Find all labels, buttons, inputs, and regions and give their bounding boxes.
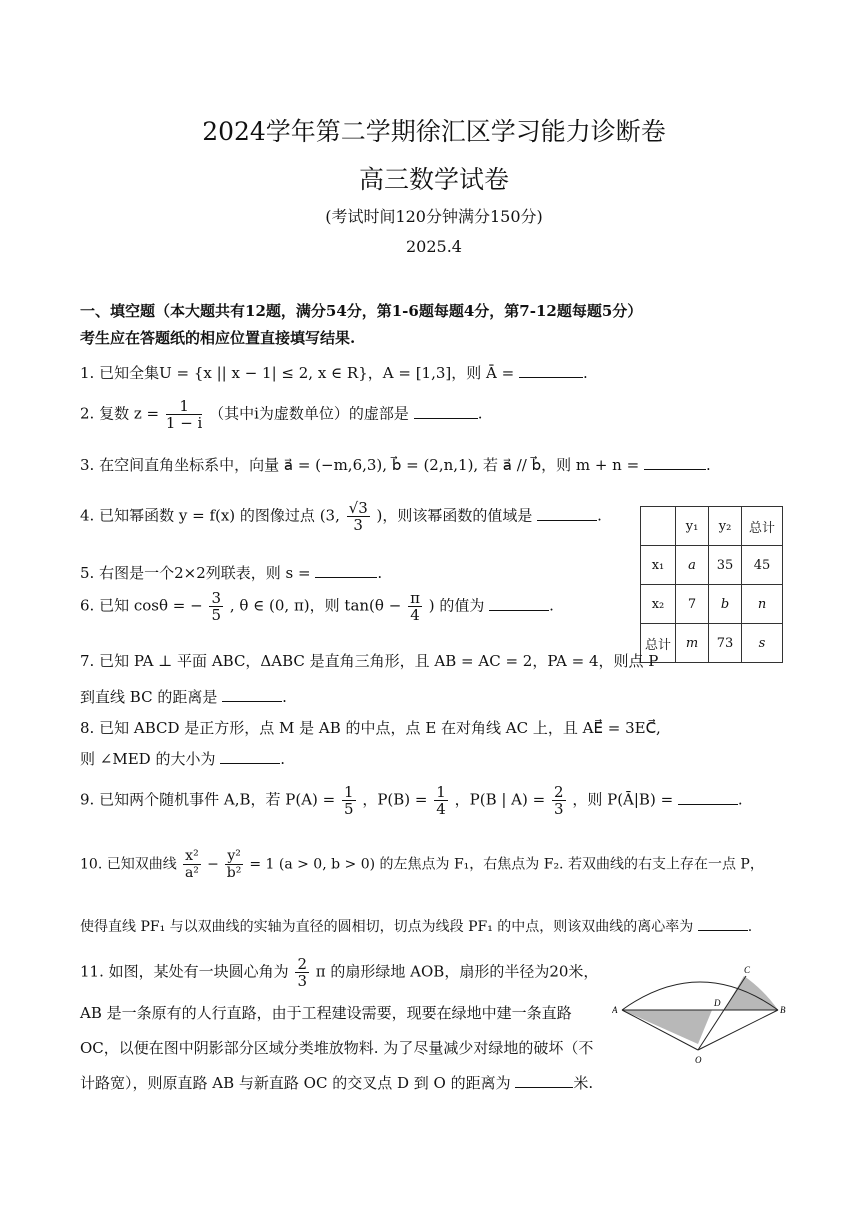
- fraction: $\frac{\pi}{4}$: [410, 589, 420, 624]
- question-11-line4: 计路宽），则原直路 AB 与新直路 OC 的交叉点 D 到 O 的距离为 米.: [80, 1074, 594, 1092]
- label-a: A: [612, 1005, 618, 1015]
- fraction: $\frac{1}{5}$: [344, 783, 354, 818]
- table-row: [641, 624, 783, 663]
- table-cell: 73: [709, 624, 742, 663]
- table-header-row: [641, 507, 783, 546]
- table-cell: 45: [742, 546, 783, 585]
- table-row: [641, 546, 783, 585]
- table-cell: s: [742, 624, 783, 663]
- table-cell: y₂: [709, 507, 742, 546]
- table-cell: [641, 507, 676, 546]
- question-9: 9. 已知两个随机事件 A,B，若 P(A) = $\frac{1}{5}$ ，P(B) = $\frac{1}{4}$ ，P(B | A) = $\frac{2}{3}$ ，则 P(Ā|B) = .: [80, 783, 743, 818]
- question-7-line2: 到直线 BC 的距离是 .: [80, 688, 287, 706]
- question-5: 5. 右图是一个2×2列联表，则 s = .: [80, 564, 383, 582]
- question-11: 11. 如图，某处有一块圆心角为 $\frac{2}{3}$ π 的扇形绿地 AOB，扇形的半径为20米，: [80, 955, 599, 990]
- question-10: 10. 已知双曲线 $\frac{\text{x²}}{\text{a²}}$ − $\frac{\text{y²}}{\text{b²}}$ = 1 (a > 0, b > 0) 的左焦点为 F₁，右焦点为 F₂. 若双曲线的右支上存在一点 P，: [80, 848, 764, 881]
- question-3: 3. 在空间直角坐标系中，向量 a⃗ = (−m,6,3), b⃗ = (2,n,1), 若 a⃗ // b⃗，则 m + n = .: [80, 456, 711, 474]
- answer-blank: [489, 596, 549, 611]
- fraction: $\frac{1}{1 - i}$: [165, 397, 203, 432]
- table-cell: b: [709, 585, 742, 624]
- question-4: 4. 已知幂函数 y = f(x) 的图像过点 (3, $\frac{√3}{3}$ )，则该幂函数的值域是 .: [80, 499, 602, 534]
- table-row: [641, 585, 783, 624]
- table-cell: x₂: [641, 585, 676, 624]
- question-8-line2: 则 ∠MED 的大小为 .: [80, 750, 286, 768]
- table-cell: a: [676, 546, 709, 585]
- table-cell: m: [676, 624, 709, 663]
- exam-title: 2024学年第二学期徐汇区学习能力诊断卷: [202, 117, 666, 146]
- table-cell: x₁: [641, 546, 676, 585]
- label-o: O: [695, 1055, 702, 1065]
- table-cell: 7: [676, 585, 709, 624]
- answer-blank: [515, 1073, 573, 1088]
- table-cell: n: [742, 585, 783, 624]
- answer-blank: [414, 404, 478, 419]
- question-11-line3: OC，以便在图中阴影部分区域分类堆放物料. 为了尽量减少对绿地的破坏（不: [80, 1039, 594, 1057]
- answer-blank: [644, 455, 706, 470]
- shaded-region-left: [622, 1010, 712, 1044]
- fraction: $\frac{√3}{3}$: [348, 499, 368, 534]
- question-2: 2. 复数 z = $\frac{1}{1 - i}$ （其中i为虚数单位）的虚部是 .: [80, 397, 483, 432]
- answer-blank: [537, 506, 597, 521]
- question-10-line2: 使得直线 PF₁ 与以双曲线的实轴为直径的圆相切，切点为线段 PF₁ 的中点，则该双曲线的离心率为 .: [80, 916, 752, 936]
- label-c: C: [744, 965, 751, 975]
- fraction: $\frac{\text{x²}}{\text{a²}}$: [184, 848, 199, 881]
- table-cell: 35: [709, 546, 742, 585]
- radius-ob: [698, 1010, 778, 1050]
- label-d: D: [714, 998, 721, 1008]
- exam-subtitle: 高三数学试卷: [358, 165, 509, 194]
- answer-blank: [678, 790, 738, 805]
- question-1: 1. 已知全集U = {x || x − 1| ≤ 2, x ∈ R}，A = [1,3]，则 Ā = .: [80, 364, 588, 382]
- answer-blank: [220, 749, 280, 764]
- exam-time-info: (考试时间120分钟满分150分): [325, 207, 543, 226]
- section-instruction: 考生应在答题纸的相应位置直接填写结果.: [80, 329, 356, 347]
- section-heading: 一、填空题（本大题共有12题，满分54分，第1-6题每题4分，第7-12题每题5分）: [80, 302, 643, 320]
- table-cell: 总计: [742, 507, 783, 546]
- exam-date: 2025.4: [406, 237, 462, 256]
- fraction: $\frac{1}{4}$: [436, 783, 446, 818]
- table-cell: 总计: [641, 624, 676, 663]
- answer-blank: [315, 563, 377, 578]
- question-7: 7. 已知 PA ⊥ 平面 ABC，ΔABC 是直角三角形，且 AB = AC = 2，PA = 4，则点 P: [80, 652, 659, 670]
- answer-blank: [519, 363, 583, 378]
- question-6: 6. 已知 cosθ = − $\frac{3}{5}$ , θ ∈ (0, π)，则 tan(θ − $\frac{\pi}{4}$ ) 的值为 .: [80, 589, 554, 624]
- answer-blank: [698, 916, 748, 931]
- label-b: B: [780, 1005, 786, 1015]
- table-cell: y₁: [676, 507, 709, 546]
- answer-blank: [222, 687, 282, 702]
- question-8: 8. 已知 ABCD 是正方形，点 M 是 AB 的中点，点 E 在对角线 AC 上，且 AE⃗ = 3EC⃗,: [80, 719, 661, 737]
- fraction: $\frac{3}{5}$: [211, 589, 222, 624]
- sector-figure: [612, 962, 792, 1072]
- fraction: $\frac{2}{3}$: [297, 955, 307, 990]
- fraction: $\frac{\text{y²}}{\text{b²}}$: [226, 848, 242, 881]
- fraction: $\frac{2}{3}$: [554, 783, 564, 818]
- question-11-line2: AB 是一条原有的人行直路，由于工程建设需要，现要在绿地中建一条直路: [80, 1004, 572, 1022]
- contingency-table: [640, 506, 783, 663]
